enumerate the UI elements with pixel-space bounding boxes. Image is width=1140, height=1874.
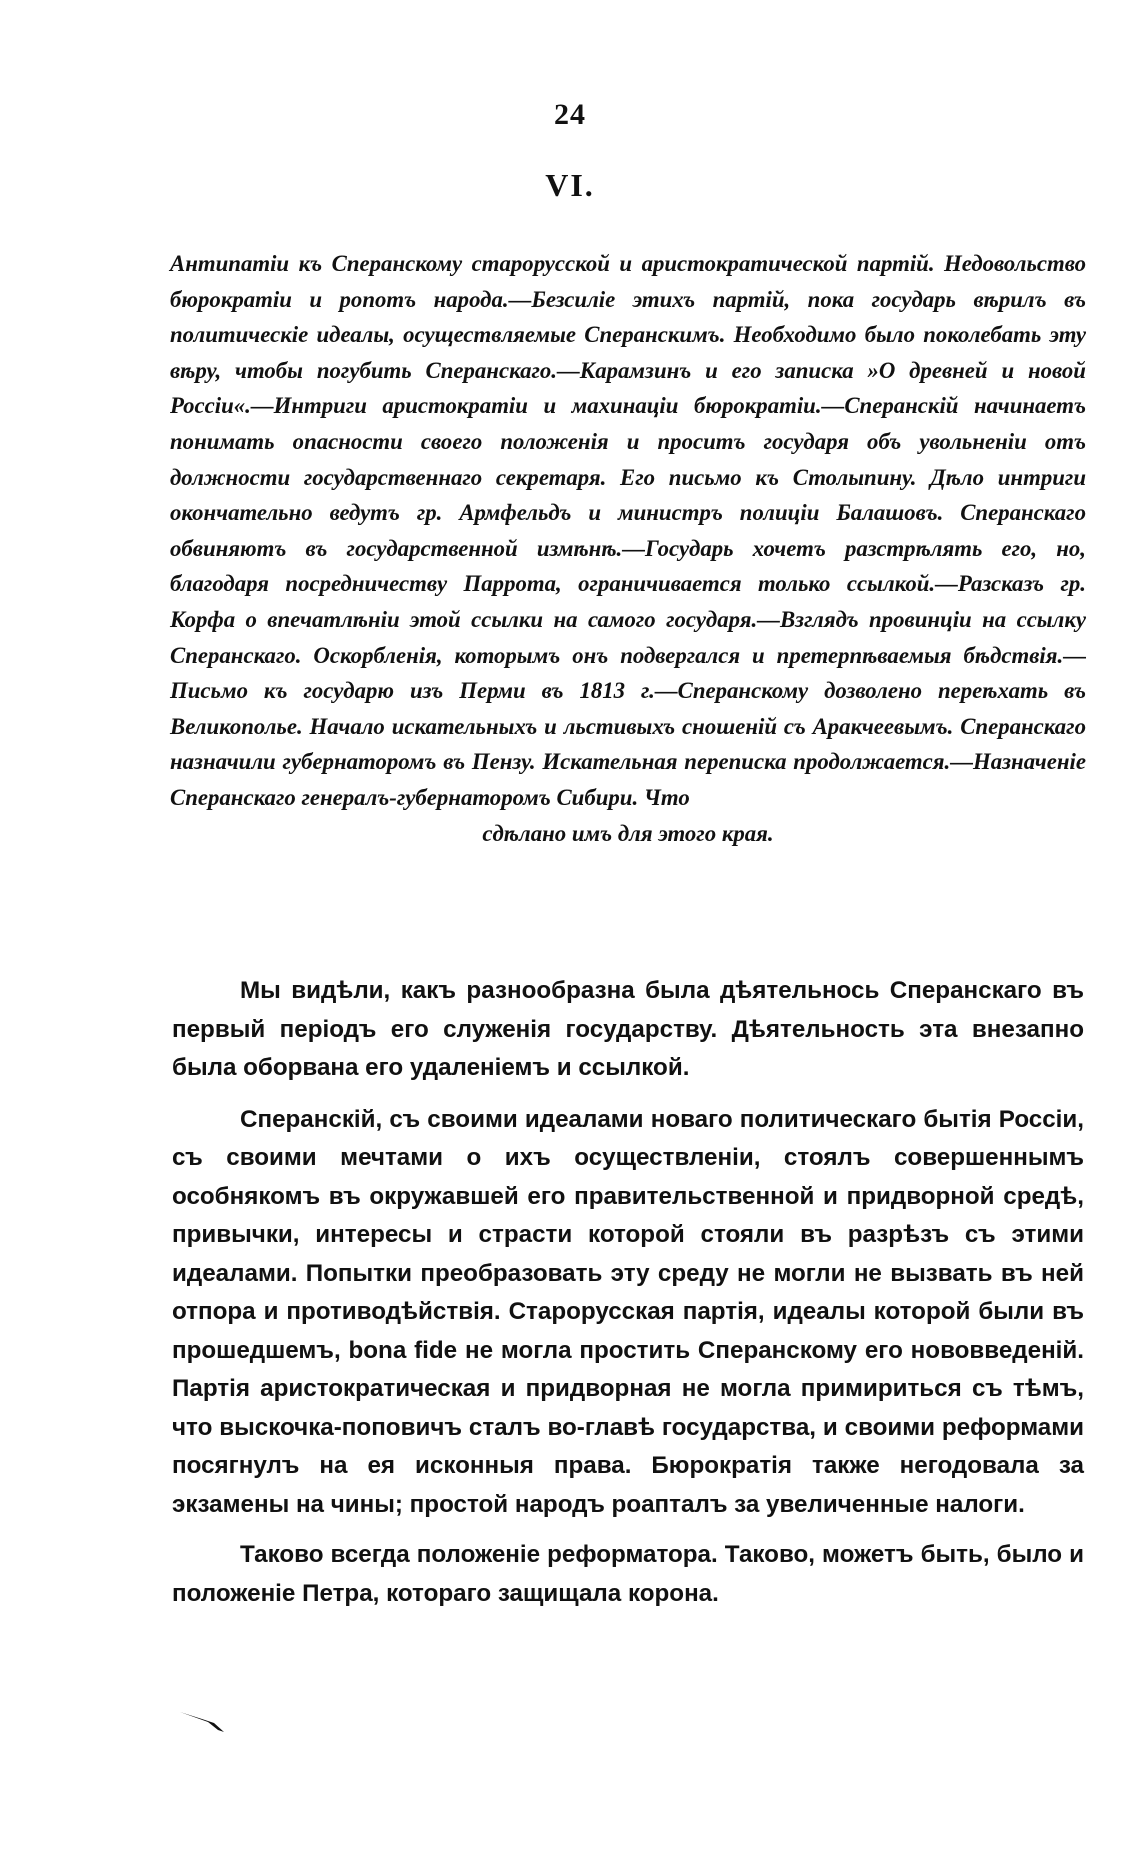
chapter-heading: VI. [545, 167, 595, 203]
body-text [172, 972, 1084, 1626]
chapter-synopsis [170, 246, 1086, 851]
page-number: 24 [554, 98, 586, 131]
paragraph-2: Сперанскій, съ своими идеалами новаго политическаго бытія Россіи, съ своими мечтами о ихъ осуществленіи, стоялъ совершеннымъ особнякомъ въ окружавшей его правительственной и придворной средѣ, привычки, интересы и страсти которой стояли въ разрѣзъ съ этими идеалами. Попытки преобразовать эту среду не могли не вызвать въ ней отпора и противодѣйствія. Старорусская партія, идеалы которой были въ прошедшемъ, bona fide не могла простить Сперанскому его нововведеній. Партія аристократическая и придворная не могла примириться съ тѣмъ, что выскочка-поповичъ сталъ во-главѣ государства, и своими реформами посягнулъ на ея исконныя права. Бюрократія также негодовала за экзамены на чины; простой народъ роапталъ за увеличенные налоги. [172, 1105, 1084, 1518]
synopsis-text: Антипатіи къ Сперанскому старорусской и аристократической партій. Недовольство бюрократіи и ропотъ народа.—Безсиліе этихъ партій, пока государь вѣрилъ въ политическіе идеалы, осуществляемые Сперанскимъ. Необходимо было поколебать эту вѣру, чтобы погубить Сперанскаго.—Карамзинъ и его записка »О древней и новой Россіи«.—Интриги аристократіи и махинаціи бюрократіи.—Сперанскій начинаетъ понимать опасности своего положенія и проситъ государя объ увольненіи отъ должности государственнаго секретаря. Его письмо къ Столыпину. Дѣло интриги окончательно ведутъ гр. Армфельдъ и министръ полиціи Балашовъ. Сперанскаго обвиняютъ въ государственной измѣнѣ.—Государь хочетъ разстрѣлять его, но, благодаря посредничеству Паррота, ограничивается только ссылкой.—Разсказъ гр. Корфа о впечатлѣніи этой ссылки на самого государя.—Взглядъ провинціи на ссылку Сперанскаго. Оскорбленія, которымъ онъ подвергался и претерпѣваемыя бѣдствія.—Письмо къ государю изъ Перми въ 1813 г.—Сперанскому дозволено переѣхать въ Великополье. Начало искательныхъ и льстивыхъ сношеній съ Аракчеевымъ. Сперанскаго назначили губернаторомъ въ Пензу. Искательная переписка продолжается.—Назначеніе Сперанскаго генералъ-губернаторомъ Сибири. Что [170, 251, 1086, 810]
paragraph-1: Мы видѣли, какъ разнообразна была дѣятельнось Сперанскаго въ первый періодъ его служенія государству. Дѣятельность эта внезапно была оборвана его удаленіемъ и ссылкой. [172, 977, 1084, 1081]
paragraph-3: Таково всегда положеніе реформатора. Таково, можетъ быть, было и положеніе Петра, котораго защищала корона. [172, 1541, 1084, 1607]
synopsis-last-line: сдѣлано имъ для этого края. [482, 820, 774, 846]
ink-mark-icon [180, 1710, 224, 1732]
